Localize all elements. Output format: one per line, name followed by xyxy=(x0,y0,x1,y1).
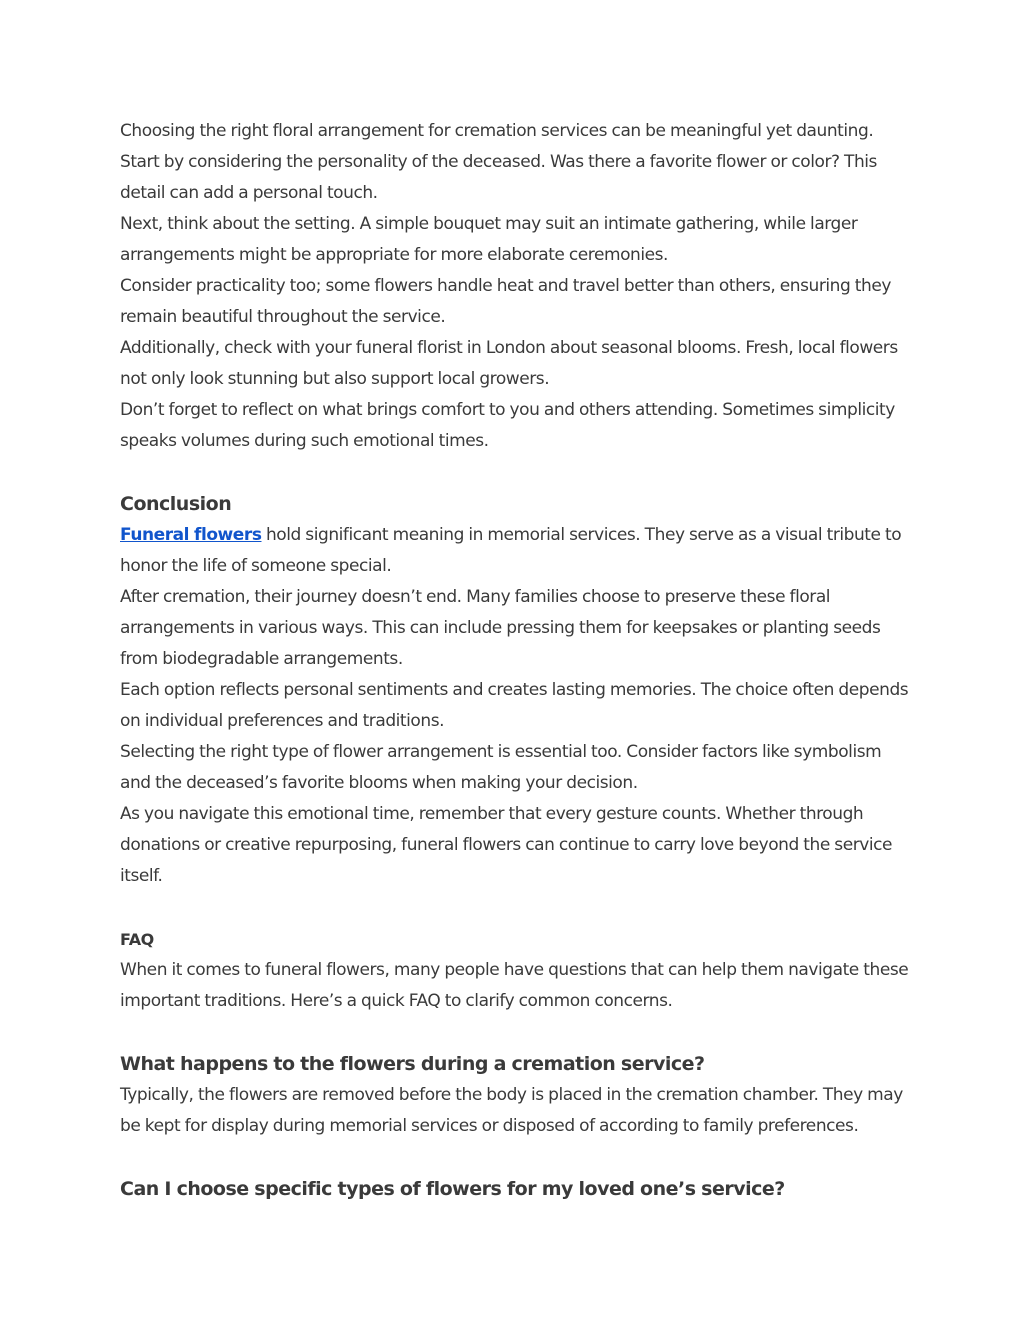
conclusion-paragraph-3: Each option reflects personal sentiments and creates lasting memories. The choice often depends on individual preferences and traditions. xyxy=(120,680,909,731)
faq-question-2: Can I choose specific types of flowers for my loved one’s service? xyxy=(120,1178,785,1200)
section-spacer xyxy=(120,1017,910,1049)
intro-paragraph-4: Additionally, check with your funeral florist in London about seasonal blooms. Fresh, local flowers not only look stunning but also support local growers. xyxy=(120,338,898,389)
funeral-flowers-link[interactable]: Funeral flowers xyxy=(120,525,262,545)
conclusion-paragraph-1-text: hold significant meaning in memorial services. They serve as a visual tribute to honor the life of someone special. xyxy=(120,525,902,576)
faq-answer-1: Typically, the flowers are removed before the body is placed in the cremation chamber. They may be kept for display during memorial services or disposed of according to family preferences. xyxy=(120,1085,903,1136)
faq-intro: When it comes to funeral flowers, many people have questions that can help them navigate these important traditions. Here’s a quick FAQ to clarify common concerns. xyxy=(120,960,909,1011)
section-spacer xyxy=(120,1142,910,1174)
conclusion-paragraph-4: Selecting the right type of flower arrangement is essential too. Consider factors like symbolism and the deceased’s favorite blooms when making your decision. xyxy=(120,742,882,793)
section-spacer xyxy=(120,892,910,924)
intro-paragraph-3: Consider practicality too; some flowers handle heat and travel better than others, ensuring they remain beautiful throughout the service. xyxy=(120,276,891,327)
faq-heading: FAQ xyxy=(120,930,154,949)
conclusion-paragraph-2: After cremation, their journey doesn’t end. Many families choose to preserve these floral arrangements in various ways. This can include pressing them for keepsakes or planting seeds from biodegradable arrangements. xyxy=(120,587,881,669)
conclusion-paragraph-5: As you navigate this emotional time, remember that every gesture counts. Whether through donations or creative repurposing, funeral flowers can continue to carry love beyond the service itself. xyxy=(120,804,893,886)
intro-paragraph-2: Next, think about the setting. A simple bouquet may suit an intimate gathering, while larger arrangements might be appropriate for more elaborate ceremonies. xyxy=(120,214,858,265)
conclusion-heading: Conclusion xyxy=(120,493,232,515)
section-spacer xyxy=(120,457,910,489)
intro-paragraph-5: Don’t forget to reflect on what brings comfort to you and others attending. Sometimes simplicity speaks volumes during such emotional times. xyxy=(120,400,895,451)
faq-question-1: What happens to the flowers during a cremation service? xyxy=(120,1053,705,1075)
intro-paragraph-1: Choosing the right floral arrangement for cremation services can be meaningful yet daunting. Start by considering the personality of the deceased. Was there a favorite flower or color? This detail can add a personal touch. xyxy=(120,121,877,203)
conclusion-paragraph-1 xyxy=(120,520,910,582)
article-body xyxy=(120,116,910,1205)
